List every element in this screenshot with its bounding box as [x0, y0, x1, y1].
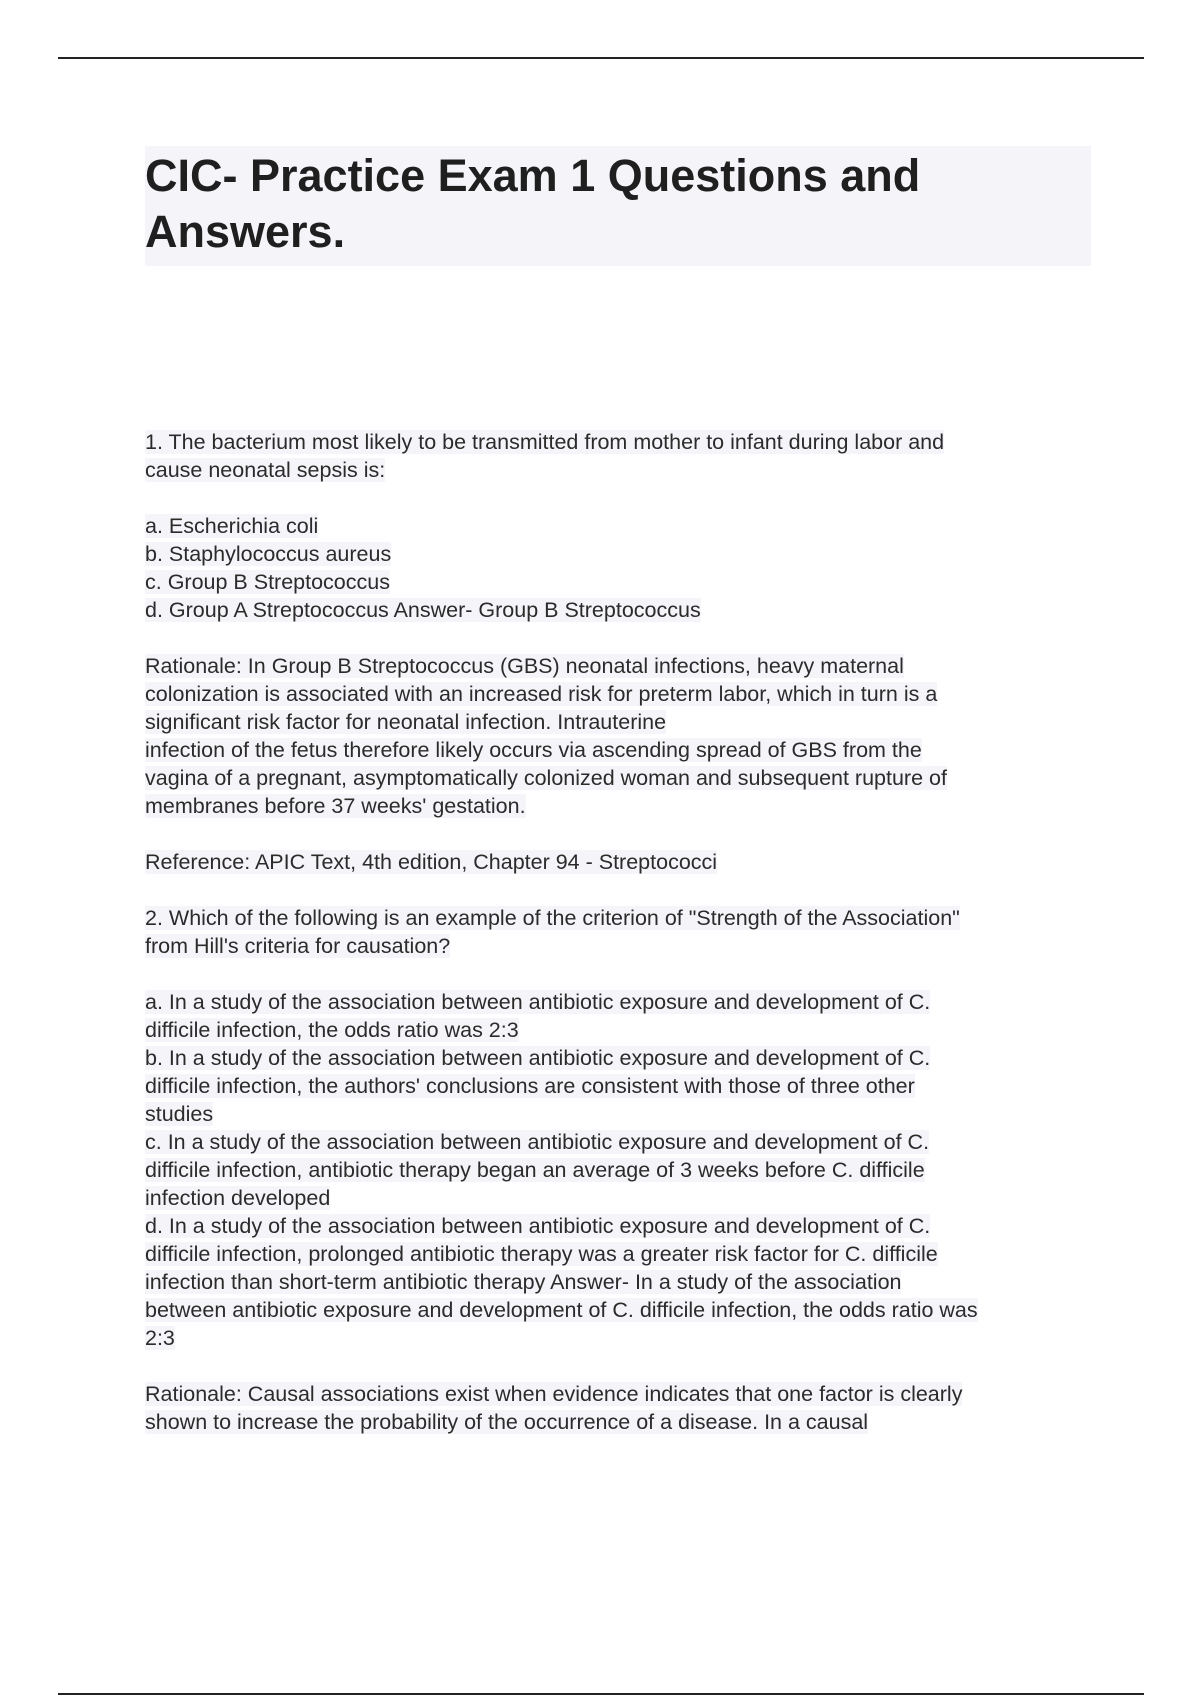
rationale-line: significant risk factor for neonatal infection. Intrauterine: [145, 710, 667, 734]
option-line: difficile infection, antibiotic therapy began an average of 3 weeks before C. difficile: [145, 1158, 925, 1182]
document-body: [145, 146, 1091, 1464]
option-line: infection than short-term antibiotic therapy Answer- In a study of the association: [145, 1270, 902, 1294]
option-line: difficile infection, the authors' conclusions are consistent with those of three other: [145, 1074, 915, 1098]
option-line: b. In a study of the association between antibiotic exposure and development of C.: [145, 1046, 931, 1070]
option-b: b. Staphylococcus aureus: [145, 542, 392, 566]
question-1-rationale: [145, 652, 1091, 820]
title-line-2: Answers.: [145, 206, 346, 257]
question-2-options: [145, 988, 1091, 1352]
title-line-1: CIC- Practice Exam 1 Questions and: [145, 150, 921, 201]
option-line: between antibiotic exposure and development of C. difficile infection, the odds ratio was: [145, 1298, 978, 1322]
rationale-line: Rationale: In Group B Streptococcus (GBS) neonatal infections, heavy maternal: [145, 654, 904, 678]
rationale-line: colonization is associated with an increased risk for preterm labor, which in turn is a: [145, 682, 938, 706]
option-line: difficile infection, the odds ratio was 2:3: [145, 1018, 519, 1042]
option-line: 2:3: [145, 1326, 175, 1350]
option-line: c. In a study of the association between antibiotic exposure and development of C.: [145, 1130, 930, 1154]
top-rule: [58, 57, 1144, 59]
bottom-rule: [58, 1693, 1144, 1695]
question-1-line: cause neonatal sepsis is:: [145, 458, 386, 482]
rationale-line: shown to increase the probability of the occurrence of a disease. In a causal: [145, 1410, 869, 1434]
question-2-rationale: [145, 1380, 1091, 1436]
reference-text: Reference: APIC Text, 4th edition, Chapter 94 - Streptococci: [145, 850, 718, 874]
rationale-line: infection of the fetus therefore likely occurs via ascending spread of GBS from the: [145, 738, 922, 762]
option-line: d. In a study of the association between antibiotic exposure and development of C.: [145, 1214, 931, 1238]
question-2-line: 2. Which of the following is an example of the criterion of "Strength of the Association": [145, 906, 960, 930]
option-line: difficile infection, prolonged antibiotic therapy was a greater risk factor for C. difficile: [145, 1242, 938, 1266]
rationale-line: Rationale: Causal associations exist when evidence indicates that one factor is clearly: [145, 1382, 963, 1406]
question-2-line: from Hill's criteria for causation?: [145, 934, 451, 958]
rationale-line: vagina of a pregnant, asymptomatically colonized woman and subsequent rupture of: [145, 766, 947, 790]
option-line: infection developed: [145, 1186, 331, 1210]
page-title: [145, 148, 1091, 260]
question-1: [145, 428, 1091, 484]
title-block: [145, 146, 1091, 266]
option-a: a. Escherichia coli: [145, 514, 319, 538]
option-c: c. Group B Streptococcus: [145, 570, 390, 594]
option-line: studies: [145, 1102, 214, 1126]
question-1-line: 1. The bacterium most likely to be transmitted from mother to infant during labor and: [145, 430, 945, 454]
question-2: [145, 904, 1091, 960]
question-1-reference: [145, 848, 1091, 876]
question-1-options: [145, 512, 1091, 624]
option-line: a. In a study of the association between antibiotic exposure and development of C.: [145, 990, 931, 1014]
option-d-answer: d. Group A Streptococcus Answer- Group B Streptococcus: [145, 598, 701, 622]
rationale-line: membranes before 37 weeks' gestation.: [145, 794, 526, 818]
